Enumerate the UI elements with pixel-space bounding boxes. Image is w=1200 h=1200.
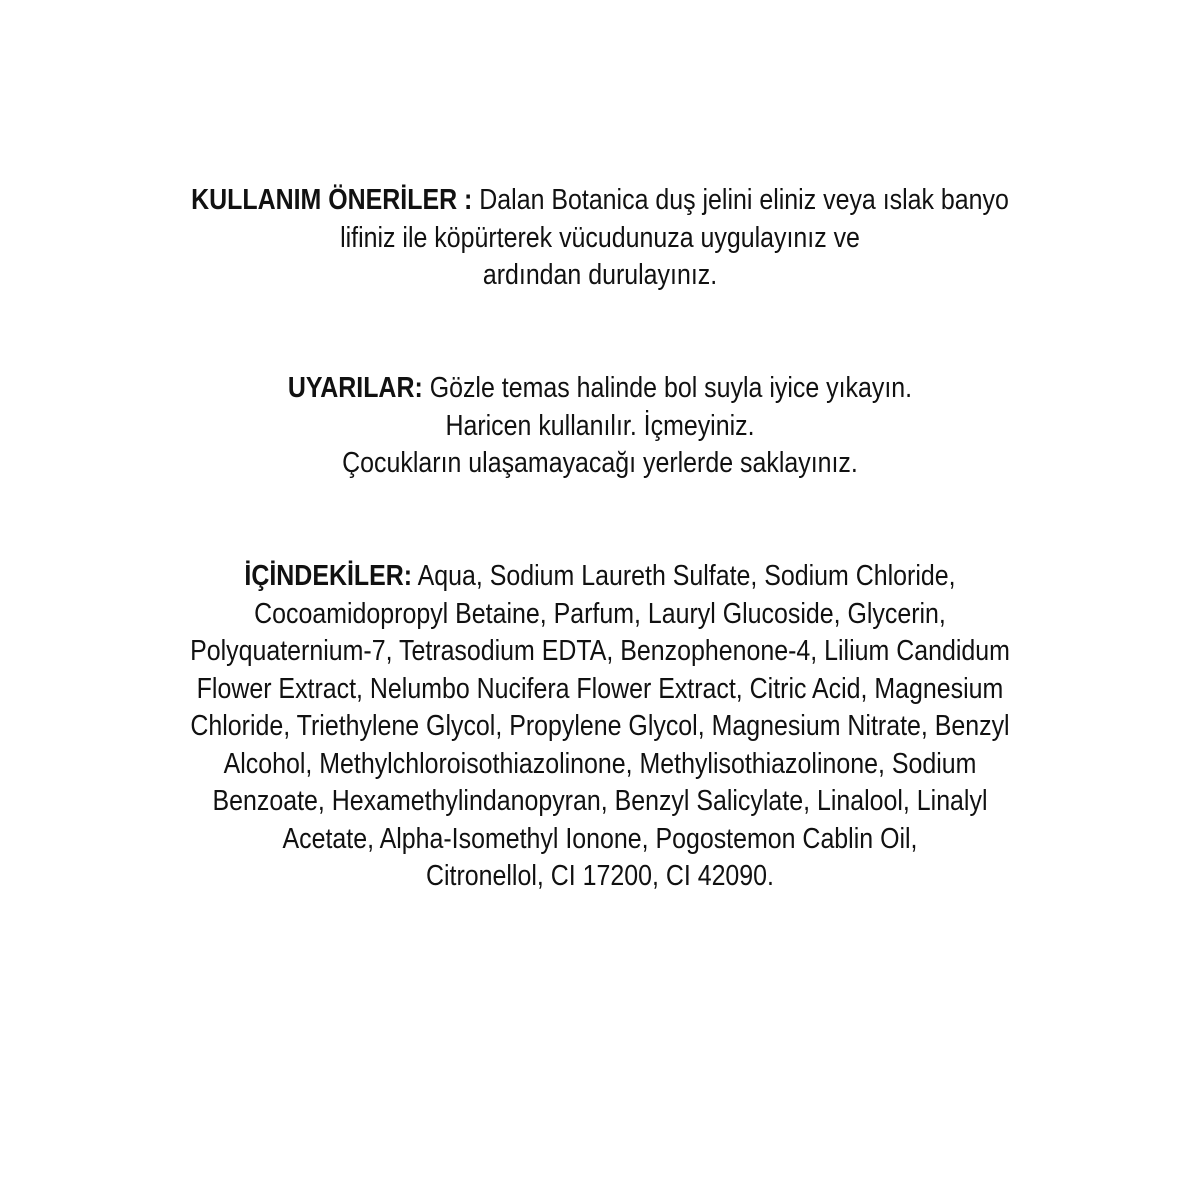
usage-heading: KULLANIM ÖNERİLER :: [191, 184, 473, 216]
usage-text-line: Dalan Botanica duş jelini eliniz veya ıslak banyo: [472, 184, 1009, 216]
usage-text-line: ardından durulayınız.: [482, 259, 718, 291]
usage-first-line: [84, 182, 1116, 220]
usage-text-line: lifiniz ile köpürterek vücudunuza uygulayınız ve: [340, 221, 860, 254]
ingredients-text-line: Cocoamidopropyl Betaine, Parfum, Lauryl Glucoside, Glycerin,: [254, 597, 946, 630]
ingredients-text-line: Chloride, Triethylene Glycol, Propylene Glycol, Magnesium Nitrate, Benzyl: [190, 710, 1010, 742]
ingredients-text-line: Alcohol, Methylchloroisothiazolinone, Methylisothiazolinone, Sodium: [223, 747, 977, 780]
ingredients-text-line: Acetate, Alpha-Isomethyl Ionone, Pogostemon Cablin Oil,: [282, 822, 918, 855]
ingredients-text-line: Benzoate, Hexamethylindanopyran, Benzyl Salicylate, Linalool, Linalyl: [212, 785, 988, 817]
warnings-section: [84, 370, 1116, 483]
warnings-first-line: [84, 370, 1116, 408]
ingredients-heading: İÇİNDEKİLER:: [244, 560, 413, 592]
ingredients-section: [84, 558, 1116, 896]
ingredients-text-line: Polyquaternium-7, Tetrasodium EDTA, Benzophenone-4, Lilium Candidum: [190, 635, 1010, 667]
ingredients-first-line: [84, 558, 1116, 596]
ingredients-text-line: Aqua, Sodium Laureth Sulfate, Sodium Chloride,: [412, 560, 956, 592]
ingredients-text-line: Citronellol, CI 17200, CI 42090.: [425, 860, 774, 892]
ingredients-text-line: Flower Extract, Nelumbo Nucifera Flower Extract, Citric Acid, Magnesium: [196, 672, 1004, 705]
warnings-heading: UYARILAR:: [287, 372, 423, 404]
usage-section: [84, 182, 1116, 295]
warnings-text-line: Çocukların ulaşamayacağı yerlerde saklayınız.: [342, 447, 858, 479]
warnings-text-line: Haricen kullanılır. İçmeyiniz.: [445, 409, 755, 442]
warnings-text-line: Gözle temas halinde bol suyla iyice yıkayın.: [422, 372, 913, 404]
